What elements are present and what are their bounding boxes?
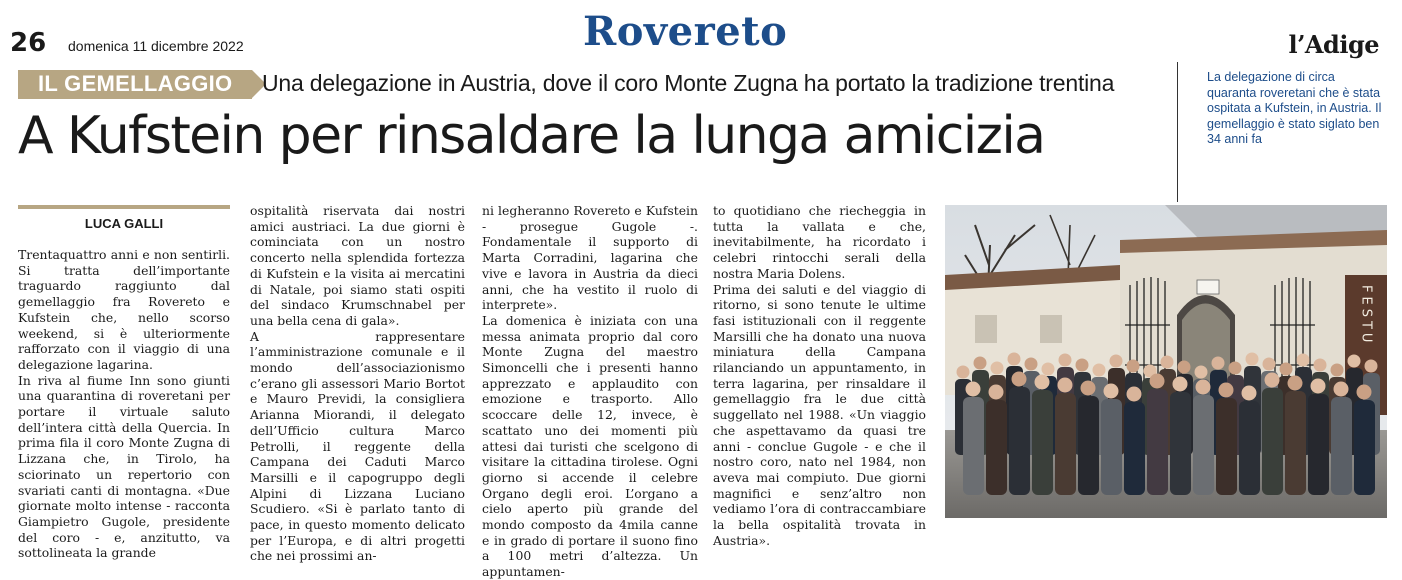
person-body: [1285, 391, 1306, 495]
person-head: [1042, 363, 1055, 376]
person-head: [1311, 379, 1326, 394]
person-head: [1265, 373, 1280, 388]
person-head: [1104, 384, 1119, 399]
paragraph: In riva al fiume Inn sono giunti una quarantina di roveretani per portare il virtuale saluto dell’intera città della Quercia. In prima fila il coro Monte Zugna di Lizzana che, in Tirolo, ha sciorinato un repertorio con svariati canti di montagna. «Due giornate molto intense - racconta Giampietro Gugole, presidente del coro - e, anzitutto, va sottolineata la grande: [18, 372, 230, 561]
person-body: [1078, 396, 1099, 495]
text-column-4: [713, 203, 926, 548]
section-title: Rovereto: [583, 8, 788, 55]
page-number: 26: [10, 28, 47, 58]
person-head: [1059, 354, 1072, 367]
person-head: [1161, 356, 1174, 369]
person-head: [1195, 366, 1208, 379]
group-photo: [945, 205, 1387, 518]
paragraph: to quotidiano che riecheggia in tutta la vallata e che, inevitabilmente, ha ricordato i celebri rintocchi serali della nostra Maria Dolens.: [713, 203, 926, 281]
article-headline: A Kufstein per rinsaldare la lunga amicizia: [18, 106, 1045, 166]
person-head: [1081, 381, 1096, 396]
person-body: [963, 397, 984, 495]
person-body: [1170, 392, 1191, 495]
paragraph: ospitalità riservata dai nostri amici austriaci. La due giorni è cominciata con un nostro concerto nella splendida fortezza di Kufstein e la visita ai mercatini di Natale, poi siamo stati ospiti del sindaco Krumschnabel per una bella cena di gala».: [250, 203, 465, 328]
person-body: [1216, 398, 1237, 495]
person-body: [1124, 402, 1145, 495]
person-head: [1196, 380, 1211, 395]
newspaper-logo: l’Adige: [1288, 30, 1379, 59]
person-head: [1288, 376, 1303, 391]
person-head: [974, 357, 987, 370]
person-head: [1314, 359, 1327, 372]
person-head: [1173, 377, 1188, 392]
person-head: [1263, 358, 1276, 371]
caption-divider: [1177, 62, 1178, 202]
person-head: [1246, 353, 1259, 366]
person-head: [1331, 364, 1344, 377]
person-body: [1239, 401, 1260, 495]
person-head: [957, 366, 970, 379]
paragraph: Prima dei saluti e del viaggio di ritorno, si sono tenute le ultime fasi istituzionali con il reggente Marsilli che ha donato una nuova miniatura della Campana rilanciando un appuntamento, in terra lagarina, per rinsaldare il gemellaggio fra le due città suggellato nel 1988. «Un viaggio che aspettavamo da quasi tre anni - conclue Gugole - e che il nostro coro, nato nel 1984, non aveva mai compiuto. Due giorni magnifici e senz’altro non vediamo l’ora di contraccambiare la bella ospitalità trovata in Austria».: [713, 281, 926, 548]
person-body: [1055, 393, 1076, 495]
person-body: [986, 400, 1007, 495]
kicker-tag: [18, 70, 252, 99]
paragraph: La domenica è iniziata con una messa animata proprio dal coro Monte Zugna del maestro Simoncelli che i presenti hanno apprezzato e applaudito con emozione e trasporto. Allo scoccare delle 12, invece, è scattato uno dei momenti più attesi dai turisti che scelgono di visitare la cittadina tirolese. Ogni giorno si accende il celebre Organo degli eroi. L’organo a cielo aperto più grande del mondo composto da 4mila canne e in grado di portare il suono fino a 100 metri d’altezza. Un appuntamen-: [482, 312, 698, 580]
person-head: [1348, 355, 1361, 368]
person-head: [989, 385, 1004, 400]
person-head: [1334, 382, 1349, 397]
person-body: [1032, 390, 1053, 495]
festung-sign: FESTU: [1358, 285, 1374, 347]
person-head: [1093, 364, 1106, 377]
person-head: [1365, 360, 1378, 373]
person-head: [1219, 383, 1234, 398]
text-column-2: [250, 203, 465, 564]
byline-rule: [18, 205, 230, 209]
person-head: [1212, 357, 1225, 370]
person-head: [1150, 374, 1165, 389]
sign-board: [1197, 280, 1219, 294]
person-head: [1127, 360, 1140, 373]
person-body: [1308, 394, 1329, 495]
group-of-people: [955, 353, 1380, 496]
person-head: [1357, 385, 1372, 400]
text-column-3: [482, 203, 698, 580]
paragraph: A rappresentare l’amministrazione comunale e il mondo dell’associazionismo c’erano gli assessori Mario Bortot e Mauro Previdi, la consigliera Arianna Miorandi, il delegato dell’Ufficio cultura Marco Petrolli, il reggente della Campana dei Caduti Marco Marsilli e il capogruppo degli Alpini di Lizzana Luciano Scudiero. «Si è parlato tanto di pace, in questo momento delicato per l’Europa, e di altri progetti che nei prossimi an-: [250, 328, 465, 564]
person-head: [966, 382, 981, 397]
text-column-1: [18, 247, 230, 561]
person-head: [1110, 355, 1123, 368]
photo-caption: La delegazione di circa quaranta roveretani che è stata ospitata a Kufstein, in Austria. Il gemellaggio è stato siglato ben 34 anni fa: [1207, 70, 1382, 146]
person-head: [1076, 359, 1089, 372]
person-body: [1147, 389, 1168, 495]
person-head: [1058, 378, 1073, 393]
person-body: [1101, 399, 1122, 495]
person-head: [1012, 372, 1027, 387]
person-head: [1229, 362, 1242, 375]
person-head: [1035, 375, 1050, 390]
author-byline: LUCA GALLI: [84, 216, 164, 231]
person-head: [1242, 386, 1257, 401]
article-subtitle: Una delegazione in Austria, dove il coro Monte Zugna ha portato la tradizione trentina: [262, 70, 1115, 96]
person-head: [1025, 358, 1038, 371]
person-body: [1262, 388, 1283, 495]
person-body: [1009, 387, 1030, 495]
person-head: [1297, 354, 1310, 367]
person-head: [991, 362, 1004, 375]
paragraph: ni legheranno Rovereto e Kufstein - prosegue Gugole -. Fondamentale il supporto di Marta Corradini, lagarina che vive e lavora in Austria da dieci anni, che ha vestito il ruolo di interprete».: [482, 203, 698, 313]
person-head: [1178, 361, 1191, 374]
kicker-label: IL GEMELLAGGIO: [38, 71, 233, 96]
person-body: [1354, 400, 1375, 495]
person-head: [1008, 353, 1021, 366]
paragraph: Trentaquattro anni e non sentirli. Si tratta dell’importante traguardo raggiunto dal gemellaggio fra Rovereto e Kufstein che, nello scorso weekend, si è ulteriormente rafforzato con il viaggio di una delegazione lagarina.: [18, 247, 230, 372]
person-head: [1280, 363, 1293, 376]
person-head: [1127, 387, 1142, 402]
person-body: [1193, 395, 1214, 495]
person-body: [1331, 397, 1352, 495]
issue-date: domenica 11 dicembre 2022: [68, 38, 244, 54]
